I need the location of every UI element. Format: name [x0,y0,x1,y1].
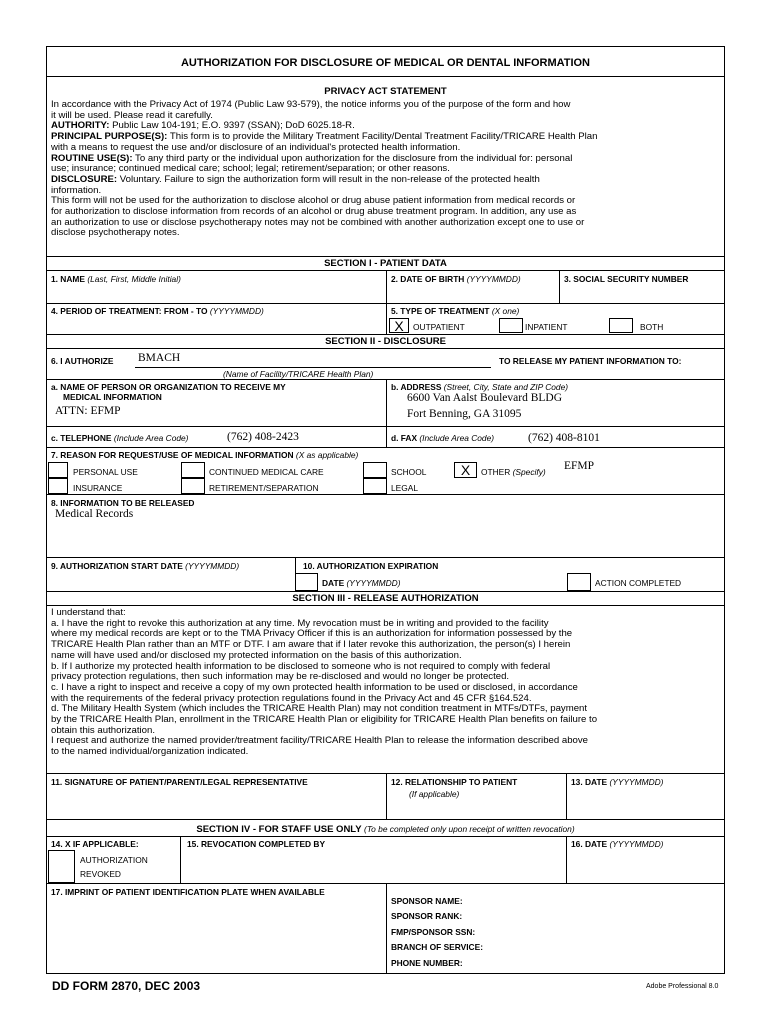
personal-use-checkbox[interactable] [48,462,68,478]
expiration-date-label: DATE (YYYYMMDD) [322,578,401,588]
ssn-label: 3. SOCIAL SECURITY NUMBER [564,274,689,284]
divider [47,836,724,837]
fax-field[interactable] [525,428,723,445]
software-note: Adobe Professional 8.0 [646,983,719,990]
privacy-intro-2: it will be used. Please read it carefully. [51,109,213,121]
divider [47,447,724,448]
recipient-field[interactable] [48,403,386,425]
release-line: TRICARE Health Plan rather than an MTF or DTF. I am aware that if I later revoke this authorization, the person(s) I herein [51,639,571,651]
release-line: b. If I authorize my protected health information to be disclosed to someone who is not required to comply with federal [51,660,551,672]
authorize-label: 6. I AUTHORIZE [51,356,114,366]
continued-care-label: CONTINUED MEDICAL CARE [209,467,324,477]
name-label: 1. NAME (Last, First, Middle Initial) [51,274,181,284]
inpatient-checkbox[interactable] [499,318,523,333]
continued-care-checkbox[interactable] [181,462,205,478]
insurance-label: INSURANCE [73,483,123,493]
recipient-label-2: MEDICAL INFORMATION [63,392,162,402]
start-date-field[interactable] [48,573,294,590]
info-field[interactable] [48,507,723,556]
expiration-date-field[interactable] [427,573,567,590]
section-4-heading: SECTION IV - FOR STAFF USE ONLY (To be completed only upon receipt of written revocation) [196,824,575,835]
date-field[interactable] [567,789,723,817]
privacy-note-2: for authorization to disclose information from records of an alcohol or drug abuse treatment program. In addition, any use as [51,206,577,218]
fax-value: (762) 408-8101 [528,432,600,444]
sponsor-rank-label: SPONSOR RANK: [391,911,463,921]
address-label: b. ADDRESS (Street, City, State and ZIP Code) [391,382,569,392]
dd-form-2870 [46,46,725,974]
disclosure-line [51,175,723,186]
dob-label: 2. DATE OF BIRTH (YYYYMMDD) [391,274,521,284]
legal-label: LEGAL [391,483,419,493]
routine-text-2: use; insurance; continued medical care; school; legal; retirement/separation; or other reasons. [51,163,450,175]
authority-text: Public Law 104-191; E.O. 9397 (SSAN); DoD 6025.18-R. [109,120,355,132]
signature-label: 11. SIGNATURE OF PATIENT/PARENT/LEGAL REPRESENTATIVE [51,777,308,787]
revoked-label: REVOKED [80,869,121,879]
divider [47,494,724,495]
legal-checkbox[interactable] [363,478,387,494]
phone-number-label: PHONE NUMBER: [391,958,463,968]
relationship-hint: (If applicable) [409,789,460,799]
release-line: name will have used and/or disclosed my protected information on the basis of this authorization. [51,649,462,661]
start-date-label: 9. AUTHORIZATION START DATE (YYYYMMDD) [51,561,240,571]
release-authorization-text [51,608,723,758]
address-line-2: Fort Benning, GA 31095 [407,408,522,420]
section-2-heading: SECTION II - DISCLOSURE [325,336,446,347]
expiration-date-checkbox[interactable] [295,573,318,591]
divider [47,334,724,335]
revoked-checkbox[interactable] [48,850,75,883]
both-checkbox[interactable] [609,318,633,333]
privacy-statement [51,100,723,239]
type-label: 5. TYPE OF TREATMENT (X one) [391,306,520,316]
routine-text: To any third party or the individual upon authorization for the disclosure from the individual for: personal [132,152,573,164]
period-field[interactable] [48,317,386,334]
release-line: with the requirements of the federal privacy protection regulations found in the Privacy Act and 45 CFR §164.524. [51,692,532,704]
both-label: BOTH [640,322,664,332]
release-line: I understand that: [51,607,126,618]
privacy-intro-1: In accordance with the Privacy Act of 1974 (Public Law 93-579), the notice informs you of the purpose of the form and how [51,99,571,110]
fax-label: d. FAX (Include Area Code) [391,433,495,443]
sponsor-name-label: SPONSOR NAME: [391,896,463,906]
privacy-heading: PRIVACY ACT STATEMENT [324,86,447,97]
section-3-heading: SECTION III - RELEASE AUTHORIZATION [292,593,479,604]
release-line: d. The Military Health System (which includes the TRICARE Health Plan) may not condition treatment in MTFs/DTFs, payment [51,703,588,715]
other-value: EFMP [564,460,595,472]
revocation-date-field[interactable] [567,850,723,882]
form-title: AUTHORIZATION FOR DISCLOSURE OF MEDICAL OR DENTAL INFORMATION [180,57,591,69]
privacy-note-4: disclose psychotherapy notes. [51,227,180,239]
release-line: where my medical records are kept or to the TMA Privacy Officer if this is an authorization for information possessed by the [51,628,573,640]
phone-label: c. TELEPHONE (Include Area Code) [51,433,189,443]
divider [47,605,724,606]
authorize-underline [135,367,491,368]
recipient-label: a. NAME OF PERSON OR ORGANIZATION TO RECEIVE MY [51,382,286,392]
authority-label: AUTHORITY: [51,120,110,132]
address-field[interactable] [387,391,723,425]
phone-field[interactable] [223,428,385,445]
disclosure-text: Voluntary. Failure to sign the authorization form will result in the non-release of the protected health [117,173,540,185]
action-completed-label: ACTION COMPLETED [595,578,682,588]
action-completed-checkbox[interactable] [567,573,591,591]
ssn-field[interactable] [560,285,723,301]
privacy-note-3: an authorization to use or disclose psychotherapy notes may not be combined with another authorization except one to use or [51,216,585,228]
divider [386,303,387,334]
release-label: TO RELEASE MY PATIENT INFORMATION TO: [499,356,682,366]
personal-use-label: PERSONAL USE [73,467,138,477]
name-field[interactable] [48,285,386,301]
imprint-area [48,899,384,973]
x-mark: X [460,462,471,478]
dob-field[interactable] [387,285,559,301]
revocation-date-label: 16. DATE (YYYYMMDD) [571,839,664,849]
outpatient-label: OUTPATIENT [413,322,465,332]
info-label: 8. INFORMATION TO BE RELEASED [51,498,195,508]
section-1-heading: SECTION I - PATIENT DATA [324,258,447,269]
divider [47,256,724,257]
divider [47,591,724,592]
retirement-label: RETIREMENT/SEPARATION [209,483,319,493]
divider [386,883,387,973]
address-line-1: 6600 Van Aalst Boulevard BLDG [407,392,563,404]
inpatient-label: INPATIENT [525,322,568,332]
retirement-checkbox[interactable] [181,478,205,494]
authorize-value: BMACH [138,352,181,364]
other-specify-field[interactable] [561,459,721,477]
imprint-label: 17. IMPRINT OF PATIENT IDENTIFICATION PLATE WHEN AVAILABLE [51,887,325,897]
privacy-note-1: This form will not be used for the authorization to disclose alcohol or drug abuse patient information from medical records or [51,195,576,207]
divider [386,426,387,447]
form-id: DD FORM 2870, DEC 2003 [52,979,201,993]
recipient-value: ATTN: EFMP [55,405,121,417]
insurance-checkbox[interactable] [48,478,68,494]
signature-field[interactable] [48,789,385,817]
x-mark: X [394,318,404,334]
facility-hint: (Name of Facility/TRICARE Health Plan) [223,369,374,379]
disclosure-label: DISCLOSURE: [51,173,118,185]
divider [47,819,724,820]
release-line: c. I have a right to inspect and receive a copy of my own protected health information to be used or disclosed, in accordance [51,681,578,693]
reason-label: 7. REASON FOR REQUEST/USE OF MEDICAL INFORMATION (X as applicable) [51,450,359,460]
relationship-label: 12. RELATIONSHIP TO PATIENT [391,777,518,787]
branch-of-service-label: BRANCH OF SERVICE: [391,942,483,952]
release-line: to the named individual/organization indicated. [51,746,249,758]
divider [47,76,724,77]
school-label: SCHOOL [391,467,427,477]
date-label: 13. DATE (YYYYMMDD) [571,777,664,787]
release-line: I request and authorize the named provider/treatment facility/TRICARE Health Plan to release the information described above [51,735,589,747]
revocation-completed-field[interactable] [181,850,565,882]
release-line: privacy protection regulations, then such information may be re-disclosed and would no longer be protected. [51,671,510,683]
authorize-field[interactable] [135,350,491,367]
outpatient-checkbox[interactable] [389,318,409,333]
divider [47,557,724,558]
info-value: Medical Records [55,508,134,520]
relationship-field[interactable] [387,800,565,818]
other-label: OTHER (Specify) [481,467,546,477]
divider [47,348,724,349]
release-line: obtain this authorization. [51,724,155,736]
routine-label: ROUTINE USE(S): [51,152,133,164]
period-label: 4. PERIOD OF TREATMENT: FROM - TO (YYYYMMDD) [51,306,264,316]
purpose-text-2: with a means to request the use and/or disclosure of an individual's protected health information. [51,141,461,153]
release-line: by the TRICARE Health Plan, enrollment in the TRICARE Health Plan or eligibility for TRICARE Health Plan benefits on failure to [51,714,598,726]
expiration-label: 10. AUTHORIZATION EXPIRATION [303,561,439,571]
purpose-text: This form is to provide the Military Treatment Facility/Dental Treatment Facility/TRICARE Health Plan [167,131,598,143]
release-line: a. I have the right to revoke this authorization at any time. My revocation must be in writing and provided to the facility [51,617,549,629]
revocation-completed-label: 15. REVOCATION COMPLETED BY [187,839,326,849]
x-if-applicable-label: 14. X IF APPLICABLE: [51,839,139,849]
purpose-label: PRINCIPAL PURPOSE(S): [51,131,168,143]
disclosure-text-2: information. [51,184,102,196]
sponsor-ssn-label: FMP/SPONSOR SSN: [391,927,476,937]
school-checkbox[interactable] [363,462,387,478]
authorization-label: AUTHORIZATION [80,855,148,865]
other-checkbox[interactable] [454,462,477,478]
phone-value: (762) 408-2423 [227,431,299,443]
